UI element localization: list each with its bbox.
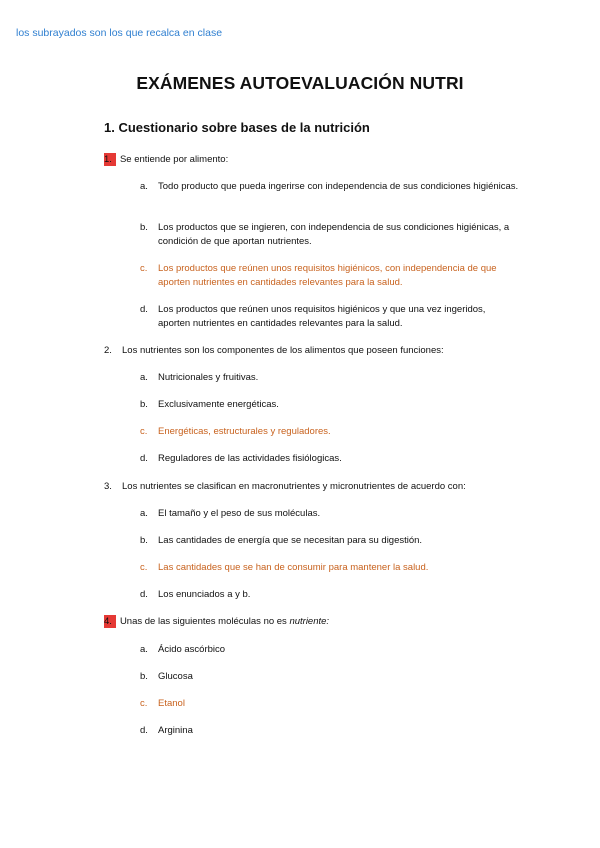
- option-text: Arginina: [158, 725, 193, 736]
- q2-option-c-correct: [140, 425, 520, 439]
- option-text: Reguladores de las actividades fisiólogicas.: [158, 453, 342, 464]
- option-text: Etanol: [158, 698, 185, 709]
- question-2: [104, 344, 444, 357]
- question-1: [104, 153, 228, 166]
- q4-option-a: [140, 643, 520, 657]
- option-letter: b.: [140, 222, 148, 233]
- question-text: Se entiende por alimento:: [119, 154, 229, 165]
- option-text: Los productos que reúnen unos requisitos higiénicos, con independencia de que aporten nutrientes en cantidades relevantes para la salud.: [158, 263, 497, 288]
- option-text: Energéticas, estructurales y reguladores.: [158, 426, 331, 437]
- option-text: Los productos que se ingieren, con independencia de sus condiciones higiénicas, a condición de que aportan nutrientes.: [158, 222, 510, 247]
- question-text: Los nutrientes son los componentes de los alimentos que poseen funciones:: [122, 345, 444, 356]
- option-text: Nutricionales y fruitivas.: [158, 372, 259, 383]
- q1-option-a: [140, 180, 520, 194]
- q4-option-c-correct: [140, 697, 520, 711]
- option-text: Las cantidades de energía que se necesitan para su digestión.: [158, 535, 423, 546]
- q4-option-b: [140, 670, 520, 684]
- option-letter: a.: [140, 644, 148, 655]
- q3-option-a: [140, 507, 520, 521]
- question-text-italic: nutriente:: [289, 616, 330, 627]
- option-letter: d.: [140, 589, 148, 600]
- option-letter: b.: [140, 535, 148, 546]
- q1-option-c-correct: [140, 262, 520, 289]
- question-3: [104, 480, 466, 493]
- option-letter: c.: [140, 562, 148, 573]
- question-text: Unas de las siguientes moléculas no es: [119, 616, 287, 627]
- q2-option-a: [140, 371, 520, 385]
- section-heading: 1. Cuestionario sobre bases de la nutrición: [104, 120, 370, 135]
- q2-option-d: [140, 452, 520, 466]
- question-number-highlighted: 1.: [104, 153, 116, 166]
- q1-option-d: [140, 303, 520, 330]
- document-title: EXÁMENES AUTOEVALUACIÓN NUTRI: [136, 73, 464, 93]
- q3-option-d: [140, 588, 520, 602]
- option-letter: a.: [140, 181, 148, 192]
- option-text: Glucosa: [158, 671, 193, 682]
- option-text: Exclusivamente energéticas.: [158, 399, 279, 410]
- option-letter: a.: [140, 508, 148, 519]
- q2-option-b: [140, 398, 520, 412]
- question-text: Los nutrientes se clasifican en macronutrientes y micronutrientes de acuerdo con:: [122, 481, 466, 492]
- option-letter: d.: [140, 304, 148, 315]
- option-letter: c.: [140, 426, 148, 437]
- option-letter: d.: [140, 725, 148, 736]
- option-letter: b.: [140, 399, 148, 410]
- question-number-highlighted: 4.: [104, 615, 116, 628]
- q1-option-b: [140, 221, 520, 248]
- option-text: Todo producto que pueda ingerirse con independencia de sus condiciones higiénicas.: [158, 181, 519, 192]
- option-text: El tamaño y el peso de sus moléculas.: [158, 508, 321, 519]
- q4-option-d: [140, 724, 520, 738]
- question-number: 3.: [104, 481, 112, 492]
- option-text: Los enunciados a y b.: [158, 589, 251, 600]
- option-text: Los productos que reúnen unos requisitos higiénicos y que una vez ingeridos, aporten nutrientes en cantidades relevantes para la salud.: [158, 304, 486, 329]
- option-text: Ácido ascórbico: [158, 644, 226, 655]
- q3-option-b: [140, 534, 520, 548]
- option-letter: b.: [140, 671, 148, 682]
- option-letter: d.: [140, 453, 148, 464]
- option-letter: c.: [140, 698, 148, 709]
- option-text: Las cantidades que se han de consumir para mantener la salud.: [158, 562, 429, 573]
- option-letter: c.: [140, 263, 148, 274]
- question-4: [104, 615, 329, 628]
- question-number: 2.: [104, 345, 112, 356]
- q3-option-c-correct: [140, 561, 520, 575]
- option-letter: a.: [140, 372, 148, 383]
- annotation-note: los subrayados son los que recalca en clase: [16, 27, 223, 39]
